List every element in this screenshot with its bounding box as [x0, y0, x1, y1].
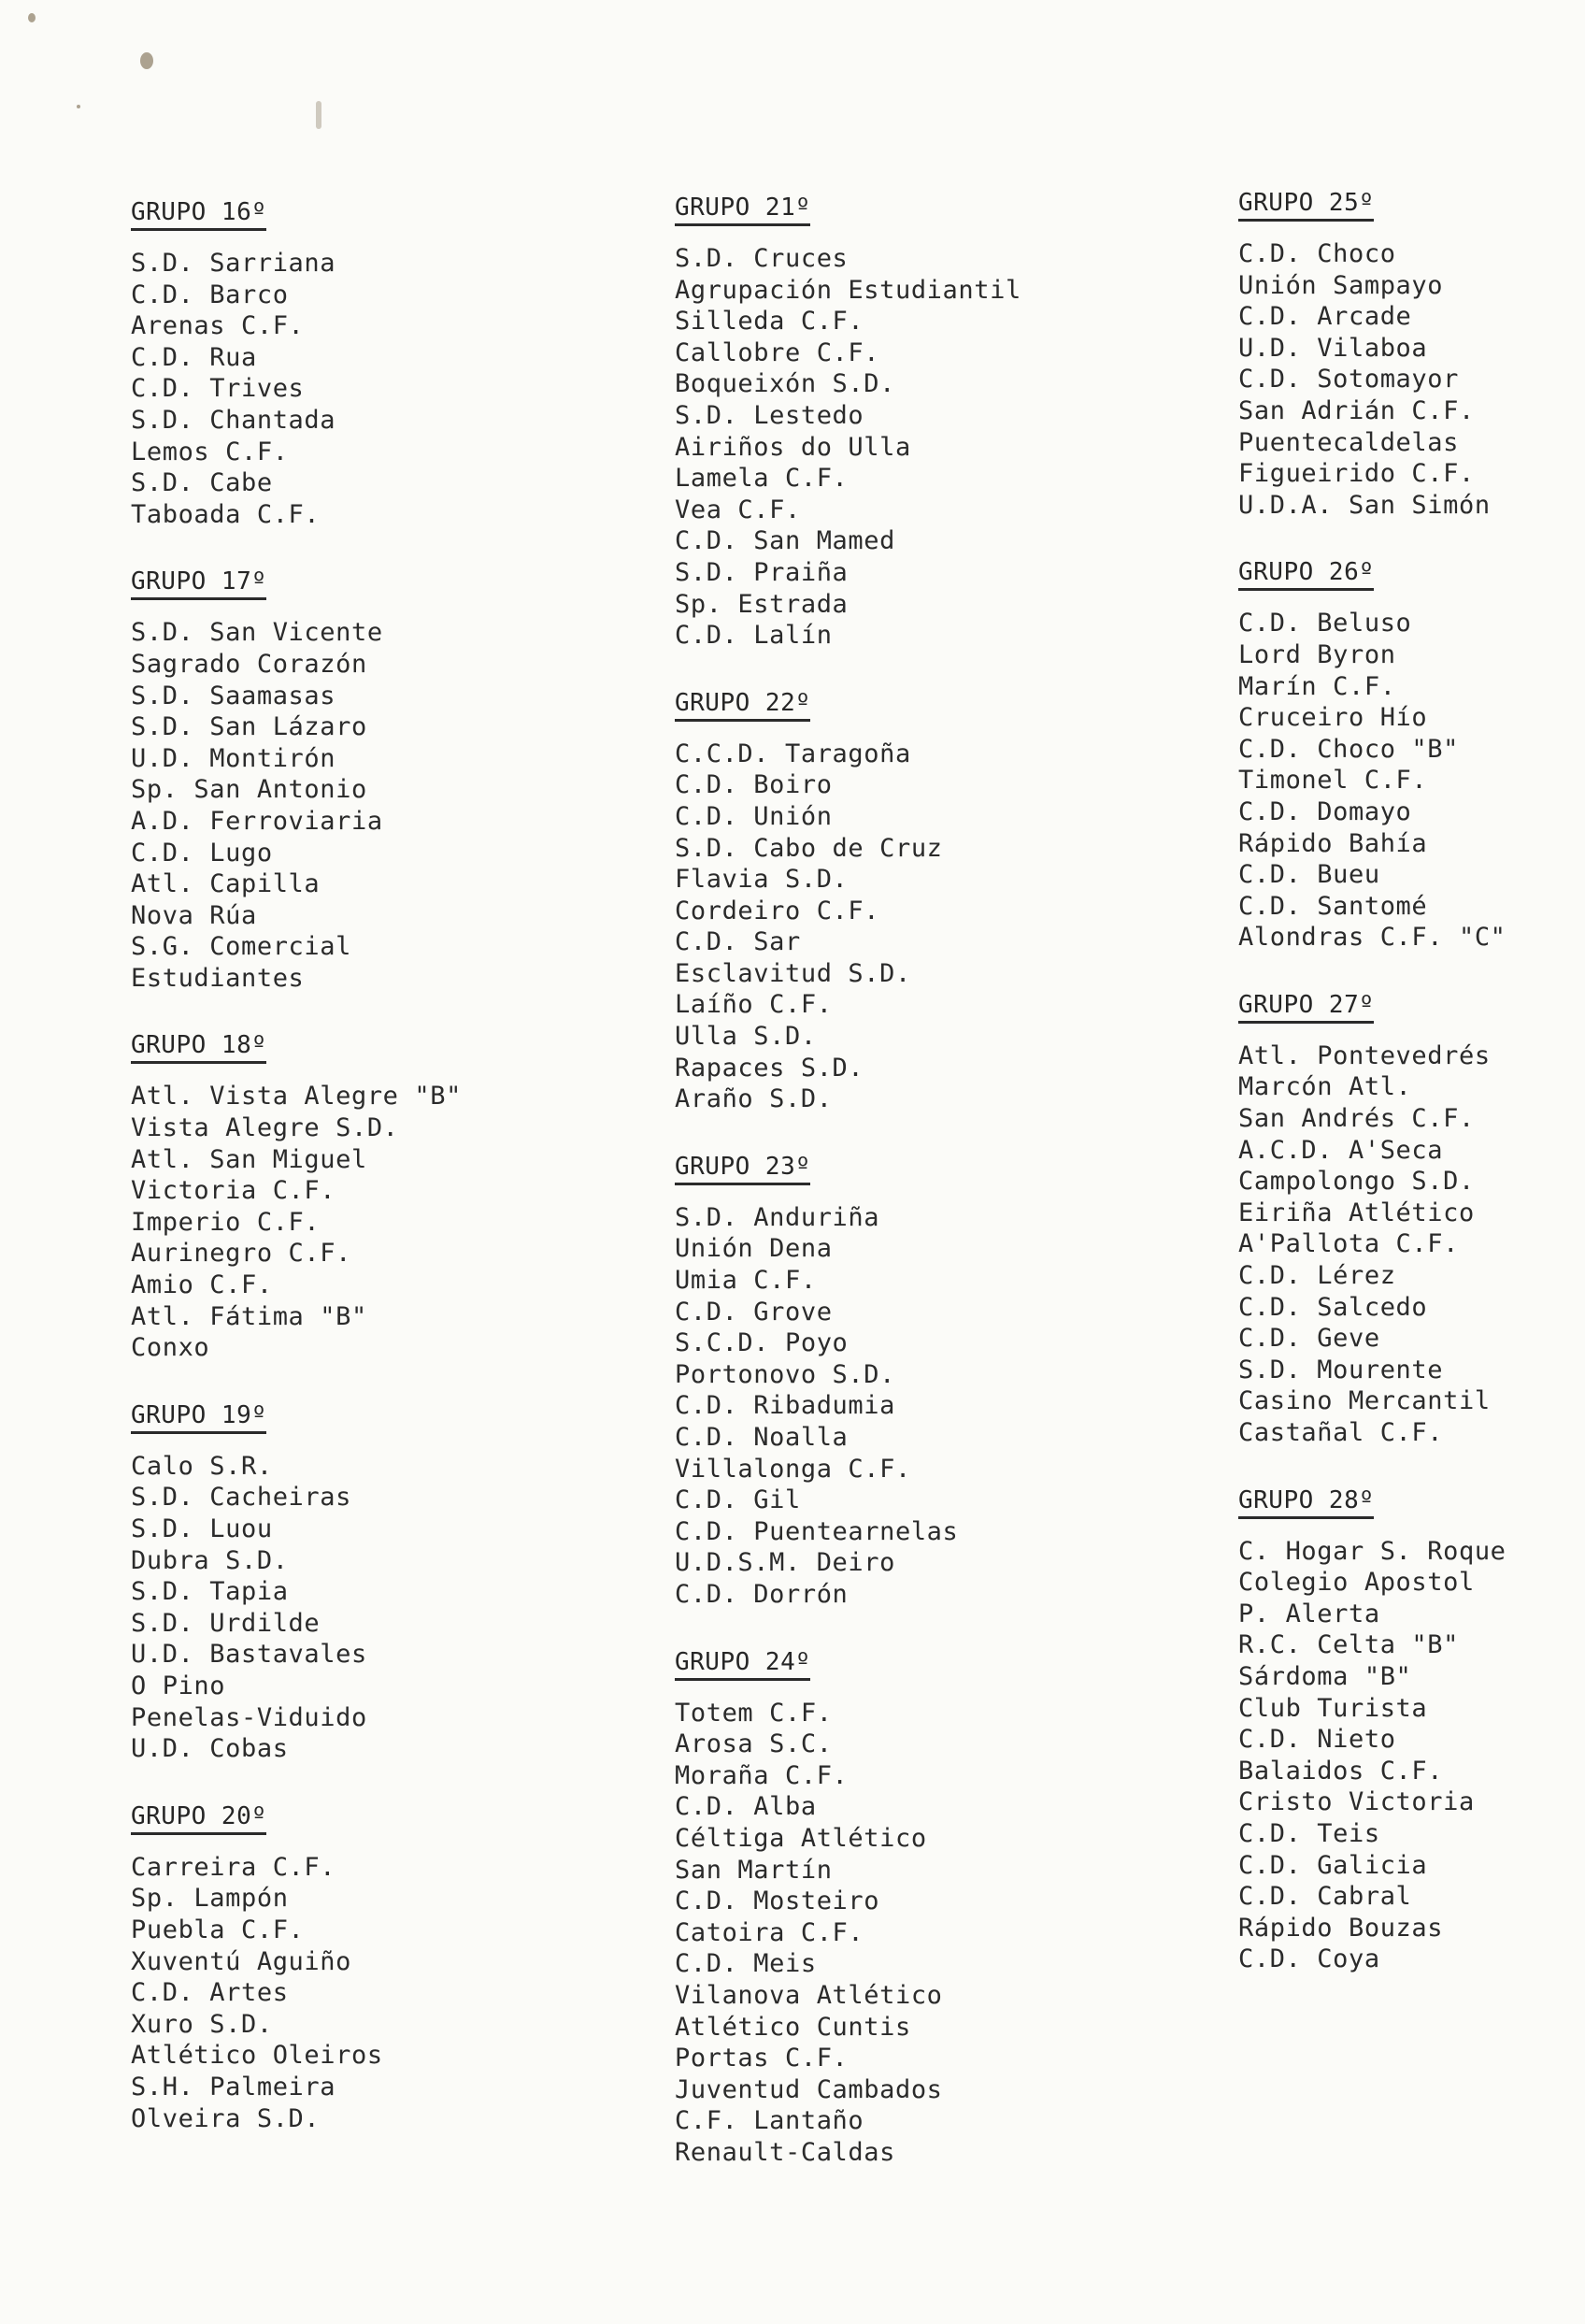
club-name: Marcón Atl. — [1238, 1072, 1412, 1102]
group-title: GRUPO 17º — [131, 566, 266, 600]
club-name: S.D. San Lázaro — [131, 712, 367, 742]
club-name: Balaidos C.F. — [1238, 1756, 1444, 1786]
club-name: Campolongo S.D. — [1238, 1167, 1475, 1197]
club-name: S.D. San Vicente — [131, 618, 383, 648]
club-name: C.D. Mosteiro — [675, 1886, 880, 1916]
club-name: C.D. Noalla — [675, 1423, 849, 1452]
club-name: S.D. Tapia — [131, 1577, 289, 1607]
group-title: GRUPO 23º — [675, 1151, 810, 1185]
club-name: C.D. Grove — [675, 1297, 833, 1327]
group-title: GRUPO 20º — [131, 1800, 266, 1835]
club-name: Calo S.R. — [131, 1451, 273, 1481]
club-name: Olveira S.D. — [131, 2103, 321, 2133]
group-block — [1238, 187, 1585, 521]
club-name: Atl. San Miguel — [131, 1144, 367, 1174]
club-name: A.D. Ferroviaria — [131, 806, 383, 836]
paper-stain — [28, 13, 36, 22]
club-name: C.D. Lugo — [131, 838, 273, 868]
club-name: C.F. Lantaño — [675, 2106, 864, 2136]
club-name: Vista Alegre S.D. — [131, 1113, 399, 1143]
club-name: Catoira C.F. — [675, 1917, 864, 1947]
club-name: Rápido Bahía — [1238, 828, 1428, 858]
club-name: Agrupación Estudiantil — [675, 275, 1021, 305]
club-name: C.D. Puentearnelas — [675, 1516, 959, 1546]
group-block — [131, 1800, 635, 2134]
club-name: Atl. Fátima "B" — [131, 1301, 367, 1331]
club-name: C.D. Gil — [675, 1485, 801, 1515]
club-name: C.D. Choco — [1238, 239, 1396, 268]
club-name: Arosa S.C. — [675, 1729, 833, 1759]
group-block — [675, 192, 1179, 652]
club-name: C.D. Lérez — [1238, 1261, 1396, 1291]
club-name: Airiños do Ulla — [675, 432, 911, 462]
club-name: Imperio C.F. — [131, 1207, 321, 1237]
club-name: C.D. Trives — [131, 374, 305, 404]
club-name: Flavia S.D. — [675, 865, 849, 895]
club-name: Cruceiro Hío — [1238, 703, 1428, 733]
club-name: S.D. Praiña — [675, 557, 849, 587]
club-name: S.D. Cabo de Cruz — [675, 833, 943, 863]
club-name: U.D. Cobas — [131, 1734, 289, 1764]
club-name: Villalonga C.F. — [675, 1454, 911, 1484]
club-name: C.D. Barco — [131, 280, 289, 309]
club-name: Céltiga Atlético — [675, 1823, 927, 1853]
club-name: San Martín — [675, 1855, 833, 1885]
club-name: Lamela C.F. — [675, 464, 849, 494]
club-name: Vea C.F. — [675, 495, 801, 524]
club-name: Casino Mercantil — [1238, 1386, 1491, 1416]
club-name: U.D. Montirón — [131, 743, 336, 773]
club-name: Victoria C.F. — [131, 1176, 336, 1206]
group-title: GRUPO 18º — [131, 1029, 266, 1064]
club-name: Portonovo S.D. — [675, 1359, 895, 1389]
group-block — [131, 566, 635, 994]
club-name: S.C.D. Poyo — [675, 1328, 849, 1358]
club-name: Sp. Estrada — [675, 589, 849, 619]
club-name: S.D. Cacheiras — [131, 1483, 351, 1513]
club-name: Unión Sampayo — [1238, 270, 1444, 300]
group-block — [131, 1029, 635, 1363]
club-name: A'Pallota C.F. — [1238, 1229, 1459, 1259]
group-title: GRUPO 22º — [675, 687, 810, 722]
club-name: Xuventú Aguiño — [131, 1946, 351, 1976]
club-name: U.D. Vilaboa — [1238, 333, 1428, 363]
club-name: P. Alerta — [1238, 1599, 1380, 1628]
club-name: Carreira C.F. — [131, 1852, 336, 1882]
club-name: Ulla S.D. — [675, 1022, 817, 1052]
club-name: Sagrado Corazón — [131, 649, 367, 679]
group-block — [1238, 989, 1585, 1449]
club-name: Arenas C.F. — [131, 311, 305, 341]
club-name: S.D. Saamasas — [131, 681, 336, 710]
club-name: C.D. Lalín — [675, 621, 833, 651]
group-title: GRUPO 24º — [675, 1646, 810, 1681]
group-title: GRUPO 26º — [1238, 556, 1374, 591]
club-name: Dubra S.D. — [131, 1545, 289, 1575]
club-name: Castañal C.F. — [1238, 1418, 1444, 1447]
club-name: Amio C.F. — [131, 1270, 273, 1300]
club-name: C.D. Dorrón — [675, 1579, 849, 1609]
club-name: C.C.D. Taragoña — [675, 739, 911, 768]
club-name: Araño S.D. — [675, 1084, 833, 1114]
group-block — [675, 1646, 1179, 2169]
club-name: U.D.A. San Simón — [1238, 490, 1491, 520]
club-name: Puentecaldelas — [1238, 427, 1459, 457]
club-name: Atl. Capilla — [131, 869, 321, 899]
club-name: C.D. Cabral — [1238, 1882, 1412, 1912]
club-name: Conxo — [131, 1333, 210, 1363]
club-name: C.D. Salcedo — [1238, 1292, 1428, 1322]
club-name: S.H. Palmeira — [131, 2072, 336, 2102]
club-name: C.D. Arcade — [1238, 302, 1412, 332]
club-name: Timonel C.F. — [1238, 766, 1428, 796]
club-name: Xuro S.D. — [131, 2009, 273, 2039]
club-name: Taboada C.F. — [131, 499, 321, 529]
club-name: Portas C.F. — [675, 2044, 849, 2073]
club-name: U.D. Bastavales — [131, 1640, 367, 1670]
club-name: Nova Rúa — [131, 900, 257, 930]
club-name: Puebla C.F. — [131, 1915, 305, 1944]
club-name: C.D. Choco "B" — [1238, 734, 1459, 764]
club-name: Atlético Oleiros — [131, 2041, 383, 2071]
club-name: C. Hogar S. Roque — [1238, 1536, 1506, 1566]
club-name: Aurinegro C.F. — [131, 1239, 351, 1269]
group-title: GRUPO 25º — [1238, 187, 1374, 222]
club-name: S.D. Chantada — [131, 405, 336, 435]
club-name: C.D. Galicia — [1238, 1850, 1428, 1880]
club-name: U.D.S.M. Deiro — [675, 1548, 895, 1578]
club-name: C.D. Teis — [1238, 1818, 1380, 1848]
club-name: Sárdoma "B" — [1238, 1661, 1412, 1691]
club-name: S.D. Cabe — [131, 468, 273, 498]
club-name: C.D. Beluso — [1238, 609, 1412, 638]
paper-stain — [77, 105, 80, 108]
club-name: Boqueixón S.D. — [675, 369, 895, 399]
club-name: Callobre C.F. — [675, 337, 880, 367]
club-name: Renault-Caldas — [675, 2137, 895, 2167]
club-name: Lord Byron — [1238, 639, 1396, 669]
club-name: C.D. Coya — [1238, 1944, 1380, 1974]
column-left — [131, 196, 635, 2170]
group-block — [675, 687, 1179, 1115]
club-name: Cristo Victoria — [1238, 1787, 1475, 1817]
club-name: O Pino — [131, 1671, 226, 1700]
group-title: GRUPO 19º — [131, 1399, 266, 1434]
club-name: C.D. San Mamed — [675, 526, 895, 556]
club-name: C.D. Bueu — [1238, 860, 1380, 890]
club-name: Marín C.F. — [1238, 671, 1396, 701]
club-name: C.D. Ribadumia — [675, 1391, 895, 1421]
club-name: Rapaces S.D. — [675, 1053, 864, 1083]
group-block — [675, 1151, 1179, 1611]
club-name: Umia C.F. — [675, 1266, 817, 1296]
group-title: GRUPO 28º — [1238, 1485, 1374, 1519]
paper-stain — [316, 101, 321, 129]
club-name: Esclavitud S.D. — [675, 958, 911, 988]
paper-stain — [140, 52, 153, 69]
club-name: S.D. Lestedo — [675, 400, 864, 430]
club-name: Sp. San Antonio — [131, 775, 367, 805]
club-name: S.D. Urdilde — [131, 1608, 321, 1638]
club-name: S.D. Luou — [131, 1514, 273, 1543]
club-name: C.D. Unión — [675, 801, 833, 831]
club-name: Atl. Vista Alegre "B" — [131, 1082, 462, 1112]
club-name: C.D. Nieto — [1238, 1725, 1396, 1755]
group-title: GRUPO 27º — [1238, 989, 1374, 1024]
group-block — [131, 1399, 635, 1765]
club-name: C.D. Artes — [131, 1978, 289, 2008]
club-name: Estudiantes — [131, 963, 305, 993]
group-title: GRUPO 16º — [131, 196, 266, 231]
club-name: C.D. Geve — [1238, 1324, 1380, 1354]
club-name: San Adrián C.F. — [1238, 395, 1475, 425]
club-name: C.D. Alba — [675, 1792, 817, 1822]
club-name: S.D. Cruces — [675, 244, 849, 273]
club-name: Figueirido C.F. — [1238, 459, 1475, 489]
club-name: C.D. Meis — [675, 1949, 817, 1979]
club-name: Eiriña Atlético — [1238, 1198, 1475, 1227]
group-block — [131, 196, 635, 530]
club-name: C.D. Santomé — [1238, 891, 1428, 921]
club-name: Totem C.F. — [675, 1698, 833, 1728]
club-name: Lemos C.F. — [131, 437, 289, 466]
club-name: Atl. Pontevedrés — [1238, 1040, 1491, 1070]
club-name: Laíño C.F. — [675, 990, 833, 1020]
club-name: R.C. Celta "B" — [1238, 1630, 1459, 1660]
club-name: Vilanova Atlético — [675, 1980, 943, 2010]
club-name: C.D. Rua — [131, 342, 257, 372]
group-block — [1238, 556, 1585, 954]
column-middle — [675, 192, 1179, 2203]
club-name: Colegio Apostol — [1238, 1568, 1475, 1598]
group-title: GRUPO 21º — [675, 192, 810, 226]
club-name: Juventud Cambados — [675, 2074, 943, 2104]
club-name: San Andrés C.F. — [1238, 1104, 1475, 1134]
club-name: C.D. Domayo — [1238, 796, 1412, 826]
club-name: C.D. Boiro — [675, 770, 833, 800]
club-name: S.D. Sarriana — [131, 249, 336, 278]
club-name: C.D. Sotomayor — [1238, 365, 1459, 395]
column-right — [1238, 187, 1585, 2011]
club-name: Penelas-Viduido — [131, 1702, 367, 1732]
club-name: A.C.D. A'Seca — [1238, 1135, 1444, 1165]
club-name: S.D. Anduriña — [675, 1202, 880, 1232]
club-name: Sp. Lampón — [131, 1884, 289, 1914]
club-name: Silleda C.F. — [675, 307, 864, 337]
club-name: C.D. Sar — [675, 927, 801, 957]
club-name: Atlético Cuntis — [675, 2012, 911, 2042]
club-name: Cordeiro C.F. — [675, 896, 880, 925]
club-name: Club Turista — [1238, 1693, 1428, 1723]
club-name: Unión Dena — [675, 1234, 833, 1264]
club-name: Alondras C.F. "C" — [1238, 923, 1506, 953]
club-name: Moraña C.F. — [675, 1760, 849, 1790]
group-block — [1238, 1485, 1585, 1975]
club-name: Rápido Bouzas — [1238, 1913, 1444, 1943]
club-name: S.D. Mourente — [1238, 1355, 1444, 1384]
club-name: S.G. Comercial — [131, 932, 351, 962]
